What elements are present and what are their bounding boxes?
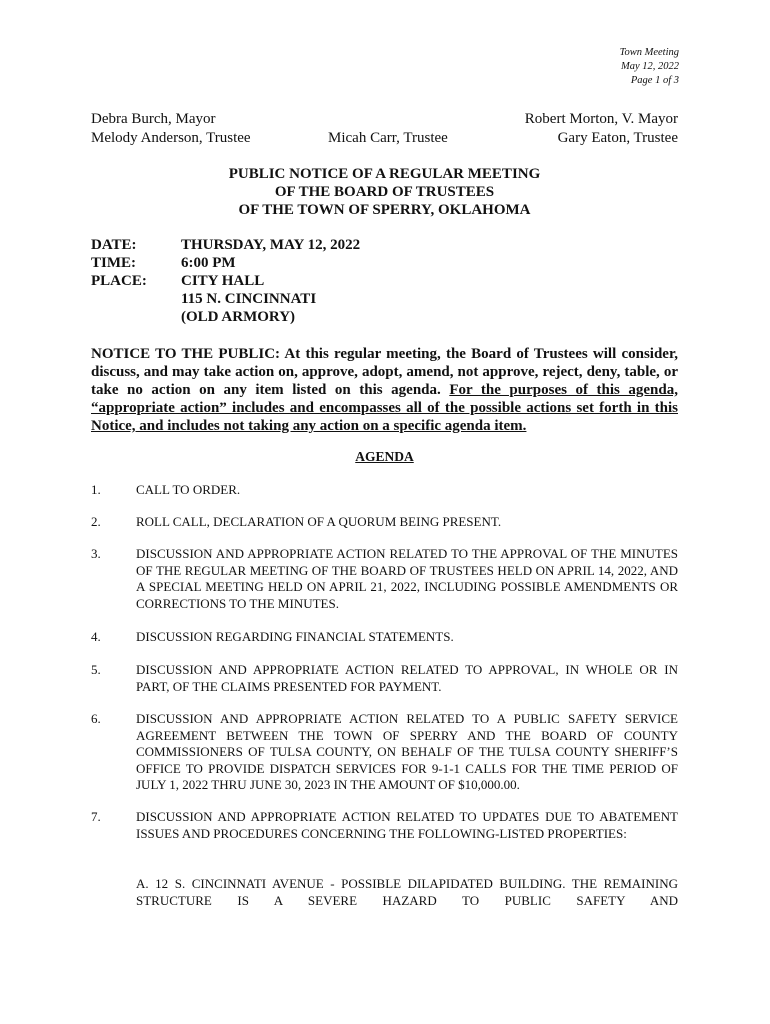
title-line: PUBLIC NOTICE OF A REGULAR MEETING bbox=[228, 166, 541, 182]
title-line: OF THE TOWN OF SPERRY, OKLAHOMA bbox=[238, 202, 531, 218]
date-value: THURSDAY, MAY 12, 2022 bbox=[181, 237, 361, 253]
agenda-item bbox=[91, 711, 678, 794]
agenda-sub-item bbox=[91, 876, 678, 909]
agenda-item bbox=[91, 514, 678, 531]
place-line: (OLD ARMORY) bbox=[181, 309, 296, 325]
header-page-number: Page 1 of 3 bbox=[630, 75, 679, 86]
agenda-item bbox=[91, 546, 678, 612]
official-vice-mayor: Robert Morton, V. Mayor bbox=[524, 111, 678, 127]
header-date: May 12, 2022 bbox=[620, 61, 679, 72]
place-label: PLACE: bbox=[91, 273, 147, 289]
place-line: 115 N. CINCINNATI bbox=[181, 291, 317, 307]
title-line: OF THE BOARD OF TRUSTEES bbox=[274, 184, 495, 200]
agenda-item-number: 4. bbox=[91, 629, 101, 644]
notice-underlined-text: For the purposes of this agenda, “appropriate action” includes and encompasses all of the possible actions set forth in this Notice, and includes not taking any action on a specific agenda item. bbox=[91, 382, 678, 434]
notice-title bbox=[91, 165, 678, 219]
agenda-item-text: DISCUSSION REGARDING FINANCIAL STATEMENTS. bbox=[136, 629, 454, 644]
official-trustee: Micah Carr, Trustee bbox=[328, 130, 448, 146]
agenda-item-number: 3. bbox=[91, 546, 101, 561]
officials-list bbox=[91, 110, 678, 148]
agenda-item bbox=[91, 629, 678, 646]
official-trustee: Gary Eaton, Trustee bbox=[557, 130, 678, 146]
agenda-item-text: DISCUSSION AND APPROPRIATE ACTION RELATED TO UPDATES DUE TO ABATEMENT ISSUES AND PROCEDURES CONCERNING THE FOLLOWING-LISTED PROPERTIES: bbox=[136, 809, 678, 841]
agenda-item-number: 1. bbox=[91, 482, 101, 497]
agenda-item-number: 2. bbox=[91, 514, 101, 529]
header-meeting-label: Town Meeting bbox=[619, 47, 679, 58]
official-trustee: Melody Anderson, Trustee bbox=[91, 130, 251, 146]
page-header bbox=[620, 46, 679, 88]
agenda-item-number: 6. bbox=[91, 711, 101, 726]
agenda-item bbox=[91, 482, 678, 499]
agenda-item-text: DISCUSSION AND APPROPRIATE ACTION RELATED TO A PUBLIC SAFETY SERVICE AGREEMENT BETWEEN THE TOWN OF SPERRY AND THE BOARD OF COUNTY COMMISSIONERS OF TULSA COUNTY, ON BEHALF OF THE TULSA COUNTY SHERIFF’S OFFICE TO PROVIDE DISPATCH SERVICES FOR 9-1-1 CALLS FOR THE TIME PERIOD OF JULY 1, 2022 THRU JUNE 30, 2023 IN THE AMOUNT OF $10,000.00. bbox=[136, 711, 678, 792]
place-line: CITY HALL bbox=[181, 273, 265, 289]
date-label: DATE: bbox=[91, 237, 137, 253]
agenda-item-text: DISCUSSION AND APPROPRIATE ACTION RELATED TO THE APPROVAL OF THE MINUTES OF THE REGULAR MEETING OF THE BOARD OF TRUSTEES HELD ON APRIL 14, 2022, AND A SPECIAL MEETING HELD ON APRIL 21, 2022, INCLUDING POSSIBLE AMENDMENTS OR CORRECTIONS TO THE MINUTES. bbox=[136, 546, 678, 611]
agenda-heading: AGENDA bbox=[355, 449, 414, 464]
agenda-item-number: 7. bbox=[91, 809, 101, 824]
time-label: TIME: bbox=[91, 255, 136, 271]
time-value: 6:00 PM bbox=[181, 255, 236, 271]
official-mayor: Debra Burch, Mayor bbox=[91, 111, 216, 127]
agenda-item-number: 5. bbox=[91, 662, 101, 677]
agenda-item bbox=[91, 809, 678, 842]
agenda-item bbox=[91, 662, 678, 695]
notice-text: NOTICE TO THE PUBLIC: At this regular meeting, the Board of Trustees will consider, discuss, and may take action on, approve, adopt, amend, not approve, reject, deny, table, or take no action on any item listed on this agenda. bbox=[91, 346, 678, 398]
agenda-item-text: DISCUSSION AND APPROPRIATE ACTION RELATED TO APPROVAL, IN WHOLE OR IN PART, OF THE CLAIMS PRESENTED FOR PAYMENT. bbox=[136, 662, 678, 694]
public-notice-paragraph bbox=[91, 345, 678, 435]
agenda-item-text: CALL TO ORDER. bbox=[136, 482, 241, 497]
agenda-sub-item-text: A. 12 S. CINCINNATI AVENUE - POSSIBLE DILAPIDATED BUILDING. THE REMAINING STRUCTURE IS A SEVERE HAZARD TO PUBLIC SAFETY AND bbox=[136, 876, 678, 908]
agenda-item-text: ROLL CALL, DECLARATION OF A QUORUM BEING PRESENT. bbox=[136, 514, 502, 529]
